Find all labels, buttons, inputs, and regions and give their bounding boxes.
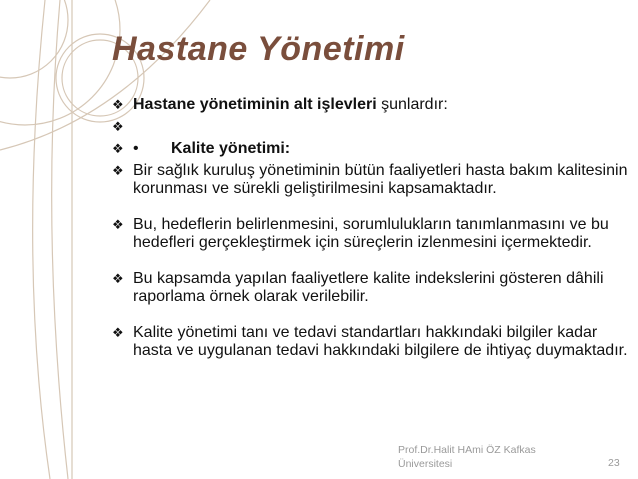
page-number: 23	[608, 457, 620, 469]
decor-curve-b	[33, 0, 50, 479]
diamond-bullet-icon: ❖	[112, 217, 124, 232]
diamond-bullet-icon: ❖	[112, 325, 124, 340]
bullet-text: Kalite yönetimi tanı ve tedavi standartları hakkındaki bilgiler kadar hasta ve uygulanan tedavi hakkındaki bilgilere de ihtiyaç duymaktadır.	[133, 324, 628, 359]
diamond-bullet-icon: ❖	[112, 141, 124, 156]
diamond-bullet-icon: ❖	[112, 97, 124, 112]
bullet-item-subheading	[110, 140, 630, 158]
diamond-bullet-icon: ❖	[112, 163, 124, 178]
bullet-text: Bu, hedeflerin belirlenmesini, sorumlulukların tanımlanmasını ve bu hedefleri gerçekleştirmek için süreçlerin izlenmesini içermektedir.	[133, 216, 609, 251]
decor-circle-small	[0, 0, 68, 78]
bullet-item	[110, 324, 630, 360]
slide-title: Hastane Yönetimi	[112, 30, 405, 68]
bullet-list	[110, 96, 630, 360]
bullet-text: şunlardır:	[376, 96, 448, 113]
bullet-item-empty	[110, 118, 630, 136]
bullet-text: Bu kapsamda yapılan faaliyetlere kalite indekslerini gösteren dâhili raporlama örnek olarak verilebilir.	[133, 270, 604, 305]
decor-circle-mid	[0, 0, 120, 125]
bullet-bold-text: Hastane yönetiminin alt işlevleri	[133, 96, 377, 113]
bullet-item	[110, 216, 630, 252]
bullet-item	[110, 270, 630, 306]
diamond-bullet-icon: ❖	[112, 119, 124, 134]
subheading-text: Kalite yönetimi:	[171, 140, 291, 157]
diamond-bullet-icon: ❖	[112, 271, 124, 286]
bullet-text: Bir sağlık kuruluş yönetiminin bütün faaliyetleri hasta bakım kalitesinin korunması ve sürekli geliştirilmesini kapsamaktadır.	[133, 162, 628, 197]
bullet-item	[110, 162, 630, 198]
inner-bullet-dot: •	[133, 140, 139, 157]
decor-curve-a	[52, 0, 68, 479]
footer-source: Prof.Dr.Halit HAmi ÖZ Kafkas Üniversitesi	[398, 444, 536, 470]
bullet-item	[110, 96, 630, 114]
